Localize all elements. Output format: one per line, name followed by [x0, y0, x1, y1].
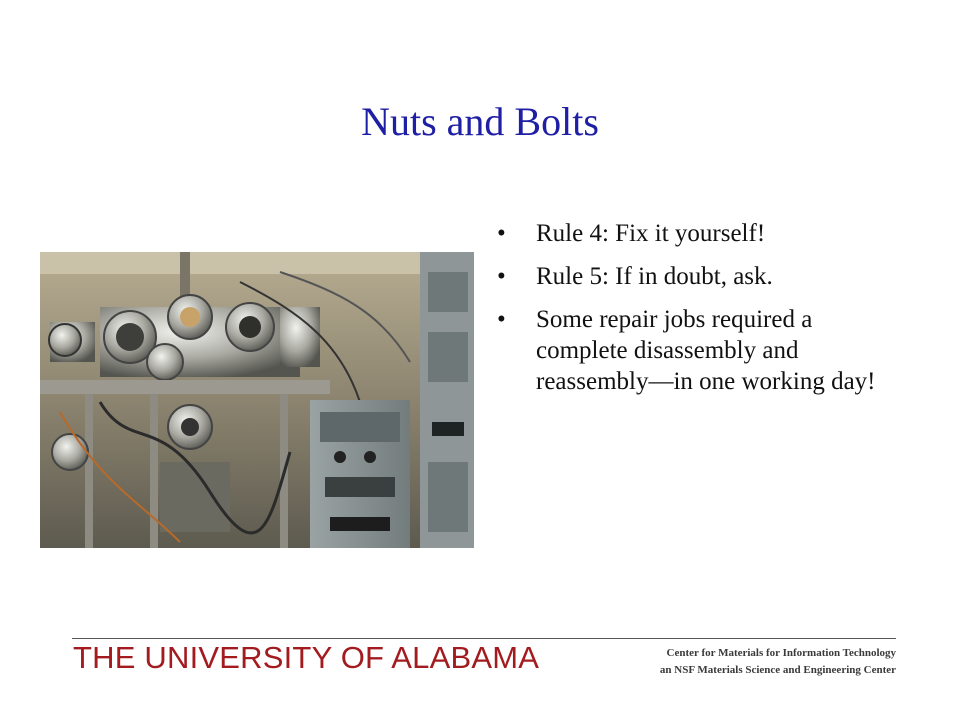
center-name: Center for Materials for Information Technology — [666, 647, 896, 659]
slide-title: Nuts and Bolts — [361, 99, 599, 144]
bullet-marker: • — [497, 306, 506, 333]
center-subtitle: an NSF Materials Science and Engineering Center — [659, 664, 896, 677]
bullet-list — [497, 218, 897, 409]
footer-divider — [72, 638, 896, 639]
bullet-marker: • — [497, 263, 506, 290]
bullet-item — [497, 304, 897, 397]
vacuum-chamber-photo — [40, 252, 474, 548]
bullet-text: Some repair jobs required a complete disassembly and reassembly—in one working day! — [536, 306, 876, 395]
bullet-item — [497, 218, 897, 249]
bullet-marker: • — [497, 220, 506, 247]
university-logo-text: THE UNIVERSITY OF ALABAMA — [73, 640, 540, 675]
center-info — [660, 645, 896, 679]
bullet-text: Rule 5: If in doubt, ask. — [536, 263, 773, 290]
bullet-item — [497, 261, 897, 292]
bullet-text: Rule 4: Fix it yourself! — [536, 220, 766, 247]
